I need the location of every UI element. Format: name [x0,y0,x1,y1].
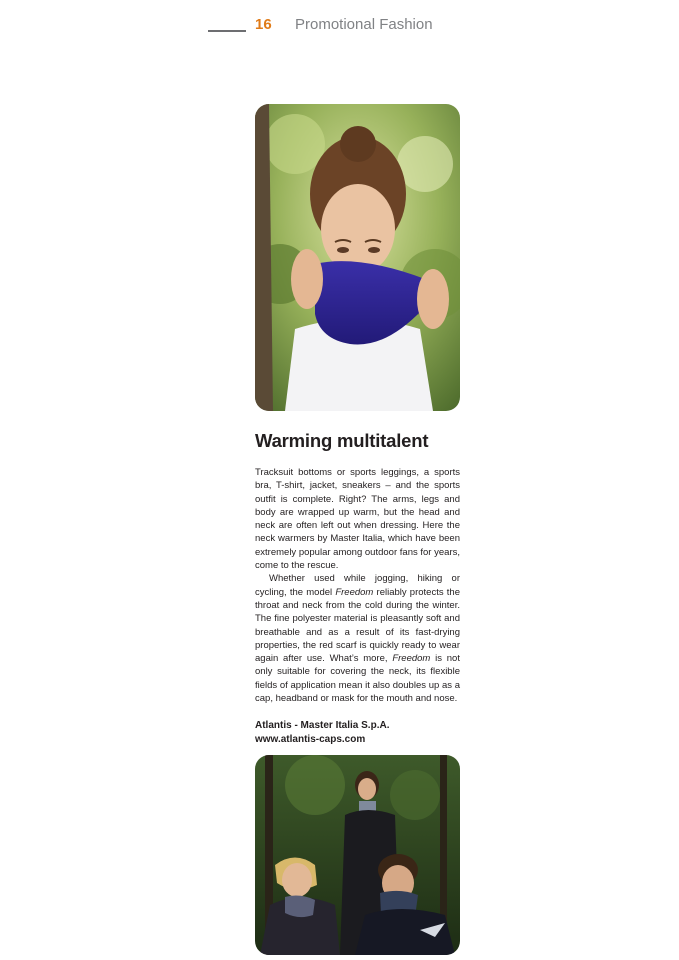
product-name: Freedom [335,586,374,598]
article-paragraph-1: Tracksuit bottoms or sports leggings, a sports bra, T-shirt, jacket, sneakers – and the sports outfit is complete. Right? The arms, legs and body are wrapped up warm, but the head and neck are often left out when dressing. Here the neck warmers by Master Italia, which have been extremely popular among outdoor fans for years, come to the rescue. [255,467,460,572]
company-name: Atlantis - Master Italia S.p.A. [255,720,390,731]
section-title: Promotional Fashion [295,16,433,33]
article-heading: Warming multitalent [255,430,429,451]
paragraph-2-text: Whether used while jogging, hiking or cycling, the model [255,573,460,598]
credits [255,719,389,746]
paragraph-2-text: is not only suitable for covering the neck, its flexible fields of application mean it also doubles up as a cap, headband or mask for the mouth and nose. [255,653,460,705]
company-website: www.atlantis-caps.com [255,733,366,745]
article-body [255,466,460,705]
header-rule [208,30,246,32]
photo-woman-neck-warmer [255,104,460,411]
photo-group-sportswear [255,755,460,955]
product-name: Freedom [392,653,431,665]
article-paragraph-2 [255,572,460,705]
page-number: 16 [255,16,272,33]
paragraph-2-text: reliably protects the throat and neck from the cold during the winter. The fine polyester material is pleasantly soft and breathable and as a result of its fast-drying properties, the red scarf is quickly ready to wear again after use. What’s more, [255,586,460,665]
